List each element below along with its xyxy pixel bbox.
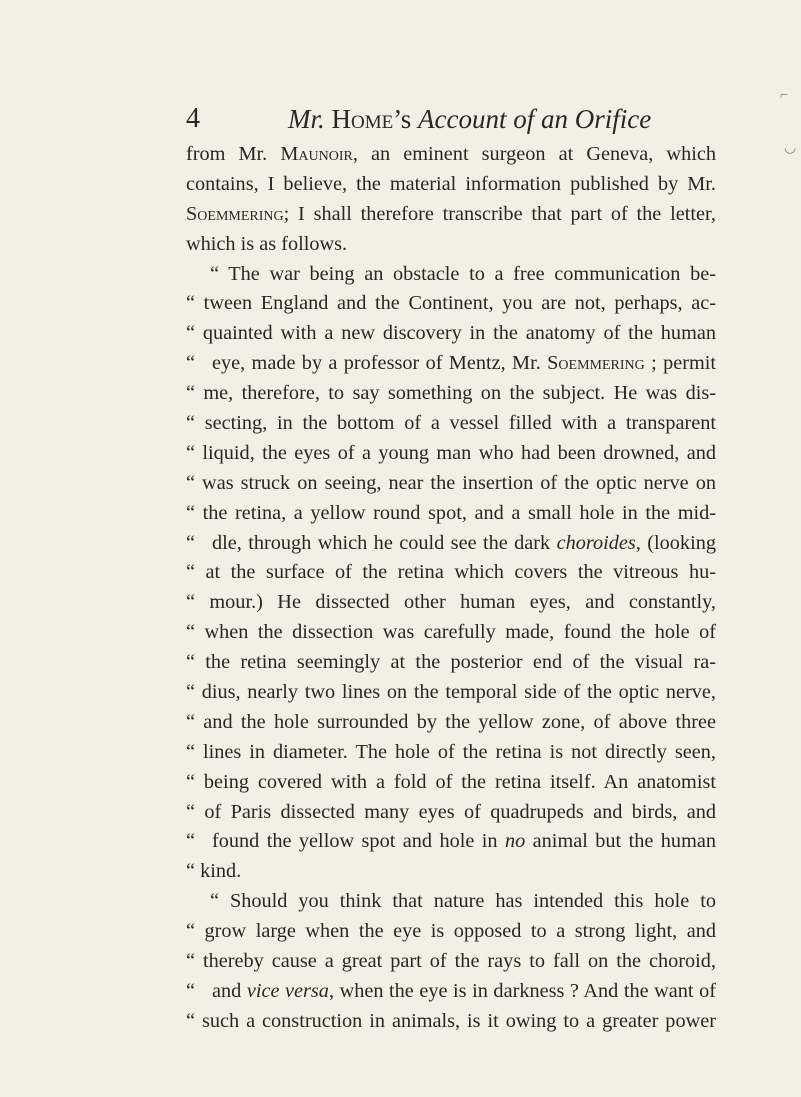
text-line-2: contains, I believe, the material information published by Mr. [186,172,716,195]
text-line-6: “ tween England and the Continent, you are not, perhaps, ac- [186,292,716,315]
title-prefix: Mr. [288,104,325,134]
text-line-22: “ being covered with a fold of the retina itself. An anatomist [186,770,716,793]
text-line-15: “ at the surface of the retina which covers the vitreous hu- [186,561,716,584]
body-text [186,140,716,1037]
text-line-10: “ secting, in the bottom of a vessel filled with a transparent [186,412,716,435]
text-line-24: “ found the yellow spot and hole in no animal but the human [186,830,716,853]
term-vice-versa: vice versa [246,979,329,1002]
text-line-30: “ such a construction in animals, is it owing to a greater power [186,1009,716,1032]
text-line-8: “ eye, made by a professor of Mentz, Mr. Soemmering ; permit [186,352,717,375]
text-line-4: which is as follows. [186,232,348,255]
text-line-12: “ was struck on seeing, near the insertion of the optic nerve on [186,471,716,494]
term-choroides: choroides [556,531,636,554]
page-edge-mark: ◡ [784,141,797,156]
text-line-20: “ and the hole surrounded by the yellow zone, of above three [186,710,716,733]
title-rest: Account of an Orifice [418,104,652,134]
text-line-21: “ lines in diameter. The hole of the retina is not directly seen, [186,740,716,763]
text-line-13: “ the retina, a yellow round spot, and a small hole in the mid- [186,501,716,524]
text-line-29: “ and vice versa, when the eye is in darkness ? And the want of [186,979,717,1002]
running-header [186,104,716,134]
text-line-16: “ mour.) He dissected other human eyes, and constantly, [186,591,716,614]
text-line-19: “ dius, nearly two lines on the temporal side of the optic nerve, [186,681,716,704]
text-line-25: “ kind. [186,860,242,883]
text-line-11: “ liquid, the eyes of a young man who had been drowned, and [186,441,716,464]
text-line-3: Soemmering; I shall therefore transcribe that part of the letter, [186,202,716,225]
text-line-26: “ Should you think that nature has intended this hole to [210,890,716,913]
name-maunoir: Maunoir [280,143,353,165]
text-line-5: “ The war being an obstacle to a free communication be- [210,262,716,285]
text-line-28: “ thereby cause a great part of the rays to fall on the choroid, [186,950,716,973]
running-title [288,104,651,134]
text-line-23: “ of Paris dissected many eyes of quadrupeds and birds, and [186,800,716,823]
page-edge-mark: ⌐ [780,88,788,103]
name-soemmering: Soemmering [547,352,645,375]
title-possessive: ’s [393,104,412,134]
text-line-1: from Mr. Maunoir, an eminent surgeon at Geneva, which [186,143,716,165]
name-soemmering: Soemmering [186,202,284,225]
text-line-18: “ the retina seemingly at the posterior end of the visual ra- [186,651,716,674]
emphasis-no: no [504,830,526,853]
text-line-14: “ dle, through which he could see the dark choroides, (looking [186,531,716,554]
page-number: 4 [186,103,200,134]
text-line-9: “ me, therefore, to say something on the subject. He was dis- [186,382,716,405]
title-name: Home [331,104,394,134]
text-line-7: “ quainted with a new discovery in the anatomy of the human [186,322,716,345]
text-line-17: “ when the dissection was carefully made, found the hole of [186,621,716,644]
text-line-27: “ grow large when the eye is opposed to a strong light, and [186,920,716,943]
